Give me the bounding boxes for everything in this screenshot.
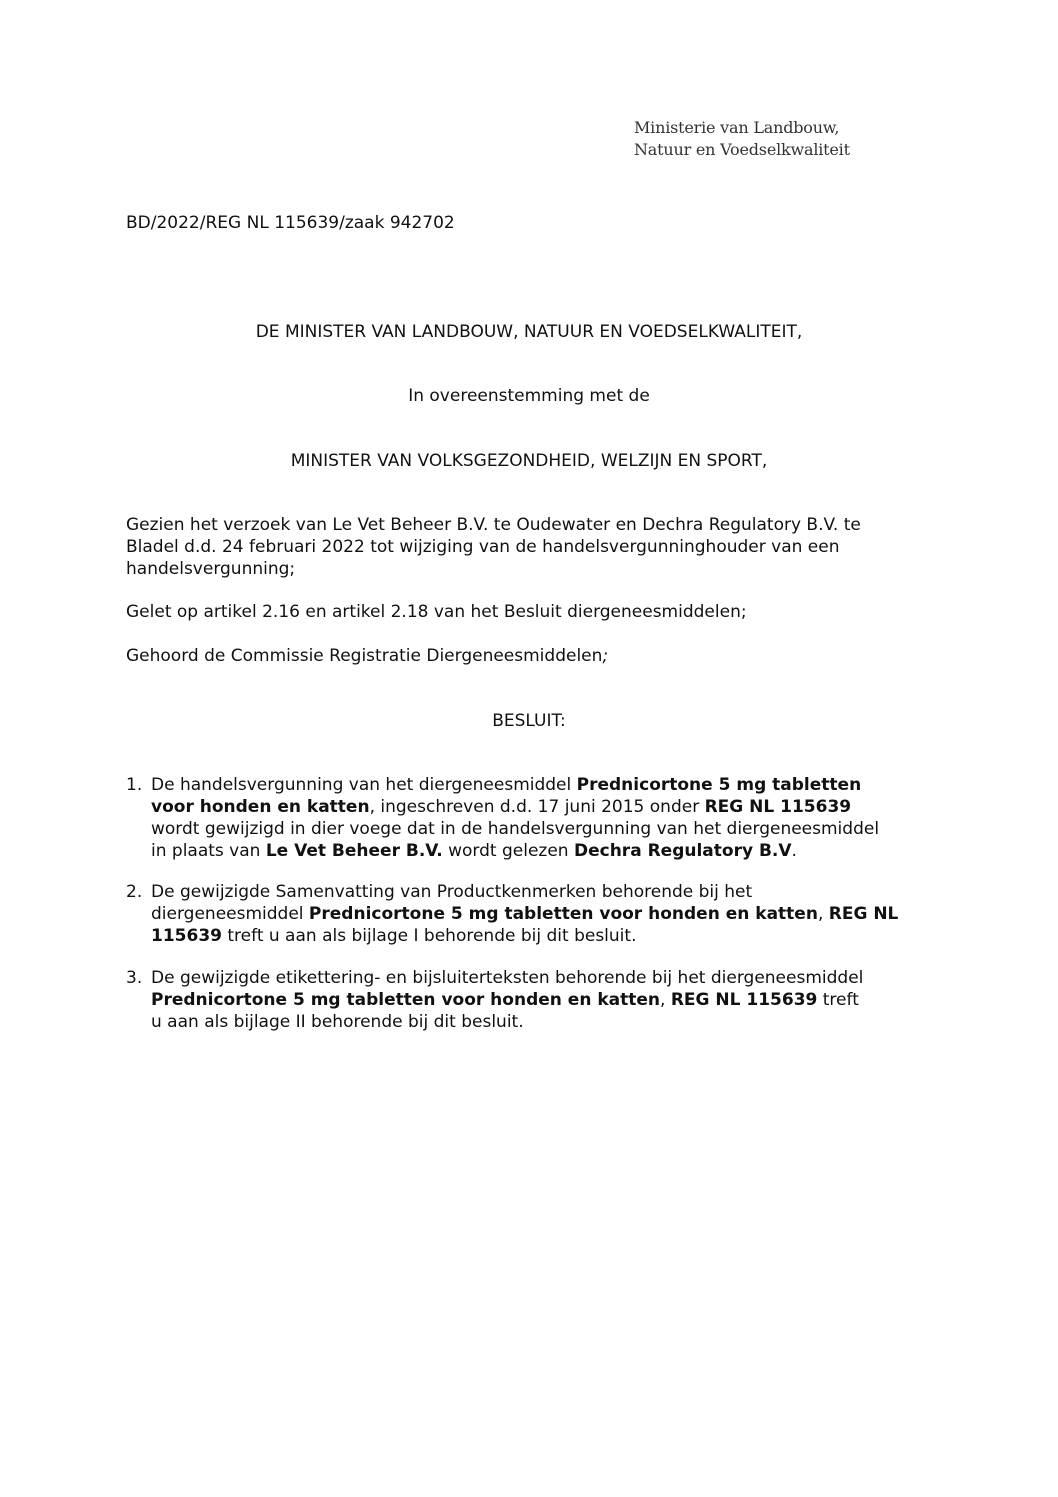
new-holder: Dechra Regulatory B.V <box>573 841 792 861</box>
consideration-gelet <box>126 601 926 623</box>
heading-minister: DE MINISTER VAN LANDBOUW, NATUUR EN VOEDSELKWALITEIT, <box>255 322 803 342</box>
item-text-line: wordt gewijzigd in dier voege dat in de handelsvergunning van het diergeneesmiddel <box>151 819 880 839</box>
heading-minister-2: MINISTER VAN VOLKSGEZONDHEID, WELZIJN EN SPORT, <box>290 451 768 471</box>
logo-line-2: Natuur en Voedselkwaliteit <box>634 140 850 159</box>
consideration-gezien <box>126 514 926 580</box>
registration-number: REG NL <box>828 904 899 924</box>
gezien-line: Gezien het verzoek van Le Vet Beheer B.V. te Oudewater en Dechra Regulatory B.V. te <box>126 515 861 535</box>
item-text-span: , <box>817 904 829 924</box>
item-text-span: , ingeschreven d.d. 17 juni 2015 onder <box>369 797 705 817</box>
gehoord-text: Gehoord de Commissie Registratie Diergeneesmiddelen <box>126 646 603 666</box>
logo-line-1: Ministerie van Landbouw, <box>634 118 840 137</box>
gezien-line: Bladel d.d. 24 februari 2022 tot wijziging van de handelsvergunninghouder van een <box>126 537 840 557</box>
item-text-span: . <box>791 841 797 861</box>
registration-number: REG NL 115639 <box>704 797 852 817</box>
consideration-gehoord <box>126 645 926 667</box>
product-name: Prednicortone 5 mg tabletten <box>576 775 862 795</box>
item-text <box>151 967 946 1033</box>
reference-number: BD/2022/REG NL 115639/zaak 942702 <box>126 213 455 233</box>
gezien-line: handelsvergunning; <box>126 559 296 579</box>
gehoord-end: ; <box>602 646 609 666</box>
item-text-span: treft <box>817 990 859 1010</box>
item-text-span: , <box>660 990 671 1010</box>
registration-number: 115639 <box>151 926 222 946</box>
item-text-line: De gewijzigde etikettering- en bijsluiterteksten behorende bij het diergeneesmiddel <box>151 968 864 988</box>
registration-number: REG NL 115639 <box>670 990 818 1010</box>
item-text-span: diergeneesmiddel <box>151 904 309 924</box>
ministry-logo <box>634 117 850 161</box>
item-number: 1. <box>126 775 143 795</box>
item-text-line: De gewijzigde Samenvatting van Productkenmerken behorende bij het <box>151 882 753 902</box>
item-text-span: wordt gelezen <box>442 841 574 861</box>
product-name: Prednicortone 5 mg tabletten voor honden en katten <box>151 990 661 1010</box>
old-holder: Le Vet Beheer B.V. <box>265 841 443 861</box>
heading-agreement: In overeenstemming met de <box>408 386 650 406</box>
item-text-span: treft u aan als bijlage I behorende bij dit besluit. <box>221 926 637 946</box>
item-number: 2. <box>126 882 143 902</box>
product-name: voor honden en katten <box>151 797 370 817</box>
item-text-span: in plaats van <box>151 841 266 861</box>
product-name: Prednicortone 5 mg tabletten voor honden en katten <box>308 904 818 924</box>
item-number: 3. <box>126 968 143 988</box>
decision-heading: BESLUIT: <box>492 711 566 731</box>
item-text <box>151 774 946 862</box>
gelet-line: Gelet op artikel 2.16 en artikel 2.18 van het Besluit diergeneesmiddelen; <box>126 602 747 622</box>
item-text-span: De handelsvergunning van het diergeneesmiddel <box>151 775 577 795</box>
item-text <box>151 881 946 947</box>
item-text-line: u aan als bijlage II behorende bij dit besluit. <box>151 1012 524 1032</box>
